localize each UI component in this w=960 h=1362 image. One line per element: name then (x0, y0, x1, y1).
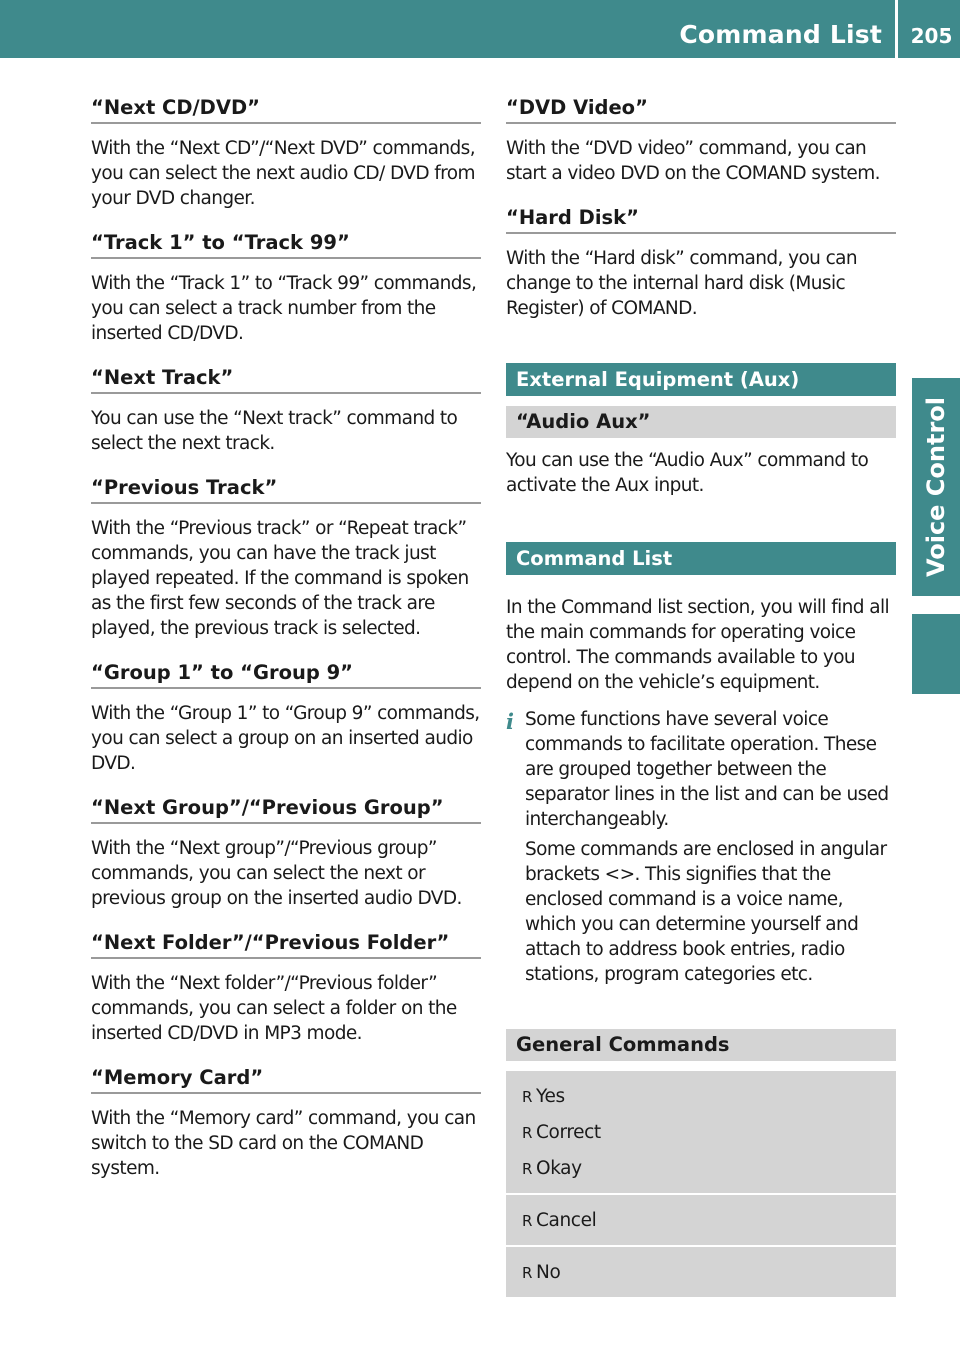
section-dvd-video (506, 96, 896, 186)
section-text: With the “Hard disk” command, you can change to the internal hard disk (Music Register) of COMAND. (506, 248, 857, 319)
command-item (522, 1203, 896, 1239)
section-heading: “Next Track” (91, 366, 481, 394)
command-list-title-bar: Command List (506, 542, 896, 575)
section-track (91, 231, 481, 346)
info-text-2: Some commands are enclosed in angular brackets <>. This signifies that the enclosed command is a voice name, which you can determine yourself and attach to address book entries, radio stations, program categories etc. (525, 839, 887, 985)
section-next-cd-dvd (91, 96, 481, 211)
external-equipment-title-bar: External Equipment (Aux) (506, 363, 896, 396)
section-text: With the “Next CD”/“Next DVD” commands, you can select the next audio CD/ DVD from your DVD changer. (91, 138, 475, 209)
bullet-icon: R (522, 1088, 533, 1106)
command-item (522, 1115, 896, 1151)
section-previous-track (91, 476, 481, 641)
section-text: With the “DVD video” command, you can start a video DVD on the COMAND system. (506, 138, 880, 184)
bullet-icon: R (522, 1212, 533, 1230)
section-text: With the “Memory card” command, you can switch to the SD card on the COMAND system. (91, 1108, 476, 1179)
side-tab-label: Voice Control (922, 396, 950, 578)
command-label: Cancel (536, 1210, 597, 1231)
command-group (506, 1195, 896, 1247)
info-note (506, 707, 896, 987)
command-group (506, 1071, 896, 1195)
section-next-previous-group (91, 796, 481, 911)
page-number: 205 (910, 24, 953, 48)
command-item (522, 1255, 896, 1291)
command-label: Correct (536, 1122, 601, 1143)
command-item (522, 1151, 896, 1187)
section-group (91, 661, 481, 776)
general-commands-title-bar: General Commands (506, 1029, 896, 1061)
side-tab (912, 378, 960, 596)
section-text: With the “Next folder”/“Previous folder” commands, you can select a folder on the inserted CD/DVD in MP3 mode. (91, 973, 457, 1044)
command-label: Yes (536, 1086, 565, 1107)
section-heading: “Track 1” to “Track 99” (91, 231, 481, 259)
bullet-icon: R (522, 1124, 533, 1142)
section-heading: “DVD Video” (506, 96, 896, 124)
section-heading: “Previous Track” (91, 476, 481, 504)
command-label: No (536, 1262, 561, 1283)
audio-aux-text: You can use the “Audio Aux” command to activate the Aux input. (506, 450, 869, 496)
section-heading: “Next Folder”/“Previous Folder” (91, 931, 481, 959)
general-commands-list (506, 1071, 896, 1297)
section-text: With the “Track 1” to “Track 99” commands, you can select a track number from the inserted CD/DVD. (91, 273, 477, 344)
section-heading: “Hard Disk” (506, 206, 896, 234)
info-icon: i (506, 709, 514, 734)
side-tab-block (912, 614, 960, 694)
command-list-intro: In the Command list section, you will find all the main commands for operating voice control. The commands available to you depend on the vehicle’s equipment. (506, 597, 890, 693)
bullet-icon: R (522, 1160, 533, 1178)
right-column (506, 96, 896, 1297)
section-text: With the “Previous track” or “Repeat track” commands, you can have the track just played repeated. If the command is spoken as the first few seconds of the track are played, the previous track is selected. (91, 518, 469, 639)
section-text: With the “Next group”/“Previous group” commands, you can select the next or previous group on the inserted audio DVD. (91, 838, 462, 909)
header-title: Command List (679, 20, 882, 49)
section-heading: “Memory Card” (91, 1066, 481, 1094)
section-heading: “Next CD/DVD” (91, 96, 481, 124)
command-label: Okay (536, 1158, 582, 1179)
section-heading: “Next Group”/“Previous Group” (91, 796, 481, 824)
section-text: You can use the “Next track” command to select the next track. (91, 408, 458, 454)
section-hard-disk (506, 206, 896, 321)
command-item (522, 1079, 896, 1115)
section-heading: “Group 1” to “Group 9” (91, 661, 481, 689)
section-next-previous-folder (91, 931, 481, 1046)
bullet-icon: R (522, 1264, 533, 1282)
header-divider (895, 0, 898, 58)
audio-aux-heading: “Audio Aux” (506, 406, 896, 438)
section-memory-card (91, 1066, 481, 1181)
left-column (91, 96, 481, 1201)
command-group (506, 1247, 896, 1297)
page-header (0, 0, 960, 58)
section-next-track (91, 366, 481, 456)
section-text: With the “Group 1” to “Group 9” commands, you can select a group on an inserted audio DVD. (91, 703, 480, 774)
info-text-1: Some functions have several voice commands to facilitate operation. These are grouped together between the separator lines in the list and can be used interchangeably. (525, 709, 889, 830)
